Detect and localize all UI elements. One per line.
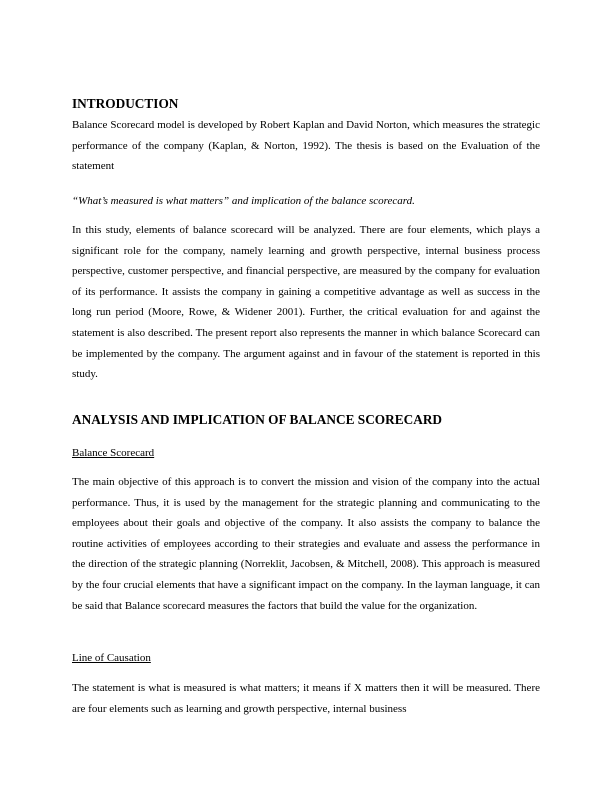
intro-paragraph: Balance Scorecard model is developed by Robert Kaplan and David Norton, which measures the strategic performance of the company (Kaplan, & Norton, 1992). The thesis is based on the Evaluation of the statement (72, 119, 540, 173)
balance-scorecard-subheading: Balance Scorecard (72, 447, 155, 459)
analysis-heading: ANALYSIS AND IMPLICATION OF BALANCE SCORECARD (72, 412, 443, 427)
introduction-section (72, 96, 540, 177)
line-of-causation-paragraph: The statement is what is measured is what matters; it means if X matters then it will be measured. There are four elements such as learning and growth perspective, internal business (72, 682, 540, 715)
line-of-causation-subheading: Line of Causation (72, 652, 151, 664)
study-paragraph: In this study, elements of balance scorecard will be analyzed. There are four elements, which plays a significant role for the company, namely learning and growth perspective, internal business process perspective, customer perspective, and financial perspective, are measured by the company for evaluation of its performance. It assists the company in gaining a competitive advantage as well as success in the long run period (Moore, Rowe, & Widener 2001). Further, the critical evaluation for and against the statement is also described. The present report also represents the manner in which balance Scorecard can be implemented by the company. The argument against and in favour of the statement is reported in this study. (72, 224, 540, 381)
balance-scorecard-paragraph: The main objective of this approach is to convert the mission and vision of the company into the actual performance. Thus, it is used by the management for the strategic planning and communicating to the employees about their goals and objective of the company. It also assists the company to balance the routine activities of employees according to their strategies and evaluate and assess the performance in the direction of the strategic planning (Norreklit, Jacobsen, & Mitchell, 2008). This approach is measured by the four crucial elements that have a significant impact on the company. In the layman language, it can be said that Balance scorecard measures the factors that build the value for the organization. (72, 476, 540, 612)
thesis-quote: “What’s measured is what matters” and implication of the balance scorecard. (72, 195, 415, 207)
introduction-heading: INTRODUCTION (72, 96, 179, 111)
